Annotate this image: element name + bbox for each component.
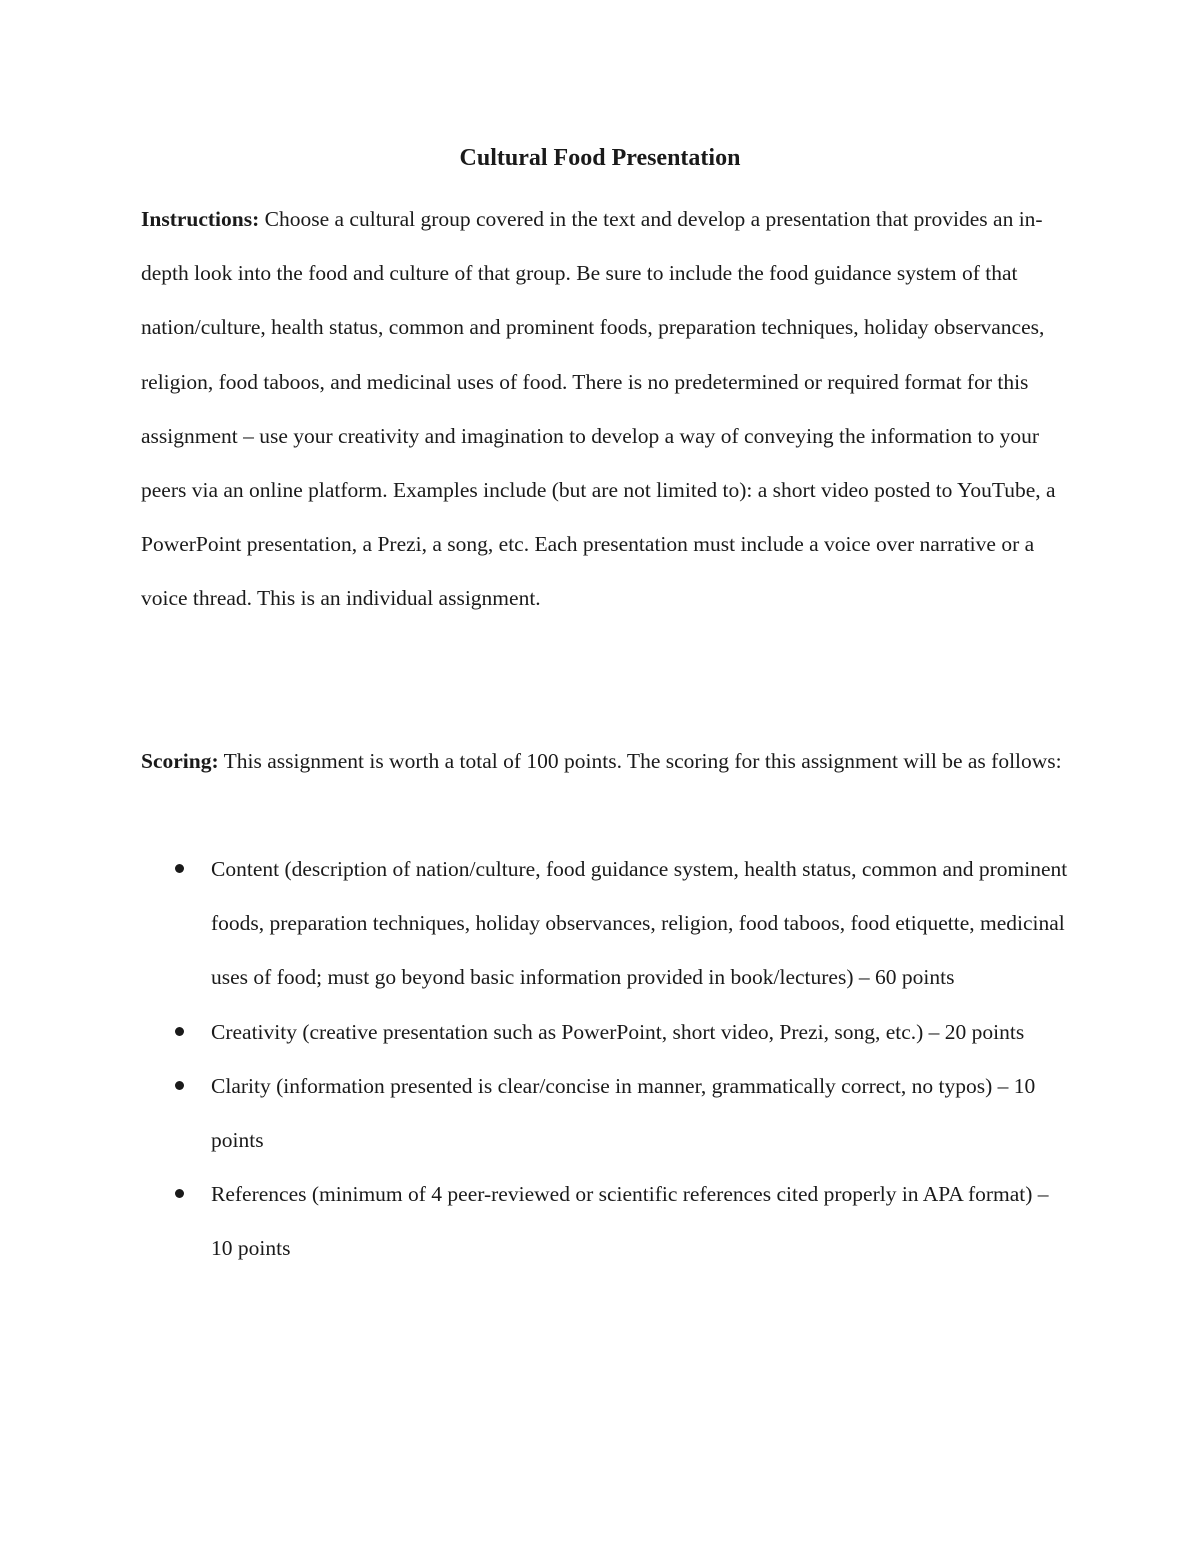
scoring-item-text: Creativity (creative presentation such as PowerPoint, short video, Prezi, song, etc.) – 20 points (211, 1019, 1025, 1044)
scoring-item-text: Content (description of nation/culture, food guidance system, health status, common and prominent foods, preparation techniques, holiday observances, religion, food taboos, food etiquette, medicinal uses of food; must go beyond basic information provided in book/lectures) – 60 points (211, 857, 1068, 990)
scoring-item-content (141, 842, 1071, 1005)
bullet-icon (175, 864, 184, 873)
instructions-label: Instructions: (141, 207, 260, 231)
instructions-text: Choose a cultural group covered in the text and develop a presentation that provides an in-depth look into the food and culture of that group. Be sure to include the food guidance system of that nation/culture, health status, common and prominent foods, preparation techniques, holiday observances, religion, food taboos, and medicinal uses of food. There is no predetermined or required format for this assignment – use your creativity and imagination to develop a way of conveying the information to your peers via an online platform. Examples include (but are not limited to): a short video posted to YouTube, a PowerPoint presentation, a Prezi, a song, etc. Each presentation must include a voice over narrative or a voice thread. This is an individual assignment. (141, 207, 1056, 611)
scoring-paragraph (141, 734, 1071, 788)
scoring-item-text: References (minimum of 4 peer-reviewed or scientific references cited properly in APA format) – 10 points (211, 1182, 1049, 1261)
bullet-icon (175, 1189, 184, 1198)
scoring-item-text: Clarity (information presented is clear/concise in manner, grammatically correct, no typos) – 10 points (211, 1073, 1036, 1153)
scoring-text: This assignment is worth a total of 100 points. The scoring for this assignment will be as follows: (218, 749, 1062, 773)
bullet-icon (175, 1081, 184, 1090)
bullet-icon (175, 1027, 184, 1036)
document-title: Cultural Food Presentation (459, 145, 741, 171)
scoring-label: Scoring: (141, 749, 219, 773)
instructions-paragraph (141, 192, 1071, 626)
scoring-item-references (141, 1167, 1071, 1275)
scoring-criteria-list (141, 842, 1071, 1276)
scoring-item-creativity (141, 1005, 1071, 1059)
scoring-item-clarity (141, 1059, 1071, 1167)
